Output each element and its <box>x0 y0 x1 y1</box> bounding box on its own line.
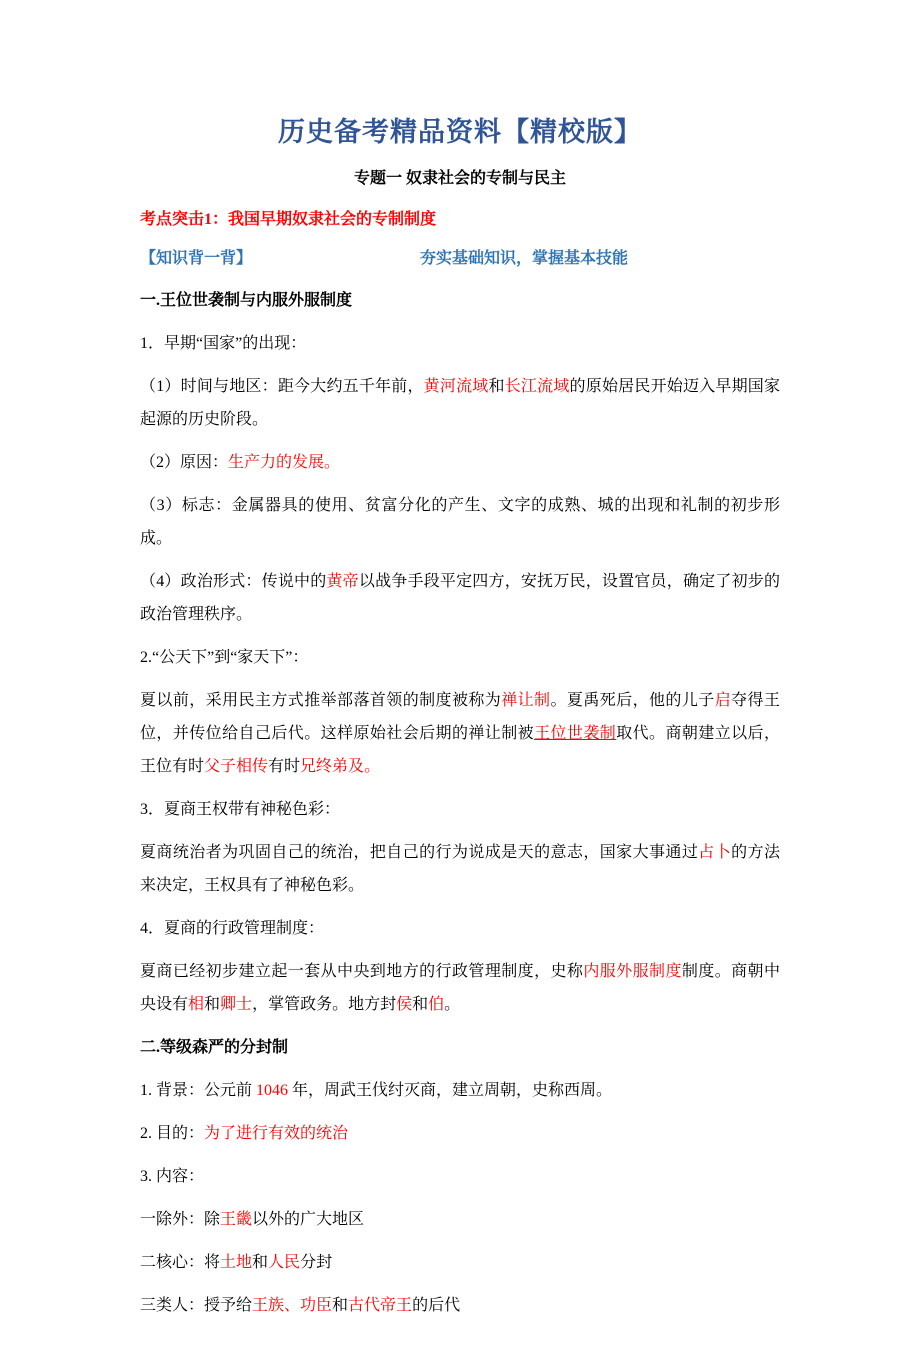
content-paragraph <box>140 793 780 826</box>
highlighted-term: 启 <box>714 692 732 709</box>
text-run: 1. 背景：公元前 <box>140 1082 257 1099</box>
highlighted-term: 王位世袭制 <box>534 725 617 742</box>
document-subtitle: 专题一 奴隶社会的专制与民主 <box>353 170 566 187</box>
content-paragraph <box>140 565 780 631</box>
text-run: 和 <box>488 378 505 395</box>
knowledge-label: 【知识背一背】 <box>140 250 253 267</box>
highlighted-term: 古代帝王 <box>348 1297 413 1314</box>
text-run: 制度。商朝中央设有 <box>140 963 780 1013</box>
text-run: 夺得王位，并传位给自己后代。这样原始社会后期的禅让制被 <box>140 692 780 742</box>
text-run: 夏以前，采用民主方式推举部落首领的制度被称为 <box>140 692 502 709</box>
text-run: 4．夏商的行政管理制度： <box>140 920 325 937</box>
knowledge-section-header <box>140 245 780 268</box>
highlighted-term: 父子相传 <box>204 758 269 775</box>
highlighted-term: 生产力的发展。 <box>228 454 341 471</box>
highlighted-term: 黄河流域 <box>423 378 489 395</box>
text-run: （1）时间与地区：距今大约五千年前， <box>140 378 424 395</box>
content-paragraph <box>140 1160 780 1193</box>
highlighted-term: 内服外服制度 <box>583 963 682 980</box>
text-run: （3）标志：金属器具的使用、贫富分化的产生、文字的成熟、城的出现和礼制的初步形成。 <box>140 497 780 547</box>
knowledge-subtitle: 夯实基础知识，掌握基本技能 <box>420 250 629 267</box>
content-paragraph <box>140 446 780 479</box>
text-run: 年，周武王伐纣灭商，建立周朝，史称西周。 <box>288 1082 613 1099</box>
document-title: 历史备考精品资料【精校版】 <box>278 117 642 147</box>
text-run: （4）政治形式：传说中的 <box>140 573 327 590</box>
text-run: （2）原因： <box>140 454 229 471</box>
text-run: 2. 目的： <box>140 1125 205 1142</box>
text-run: 2.“公天下”到“家天下”： <box>140 649 309 666</box>
highlighted-term: 侯 <box>396 996 413 1013</box>
text-run: 二核心：将 <box>140 1254 221 1271</box>
content-paragraph <box>140 641 780 674</box>
highlighted-term: 黄帝 <box>326 573 359 590</box>
content-paragraph <box>140 912 780 945</box>
text-run: 夏商已经初步建立起一套从中央到地方的行政管理制度，史称 <box>140 963 584 980</box>
text-run: 一.王位世袭制与内服外服制度 <box>140 292 353 309</box>
text-run: 以战争手段平定四方，安抚万民，设置官员，确定了初步的政治管理秩序。 <box>140 573 780 623</box>
text-run: 3．夏商王权带有神秘色彩： <box>140 801 341 818</box>
content-paragraph <box>140 1203 780 1236</box>
content-paragraph <box>140 1117 780 1150</box>
text-run: 取代。商朝建立以后，王位有时 <box>140 725 780 775</box>
text-run: 的原始居民开始迈入早期国家起源的历史阶段。 <box>140 378 780 428</box>
text-run: 1．早期“国家”的出现： <box>140 335 307 352</box>
content-paragraph <box>140 1246 780 1279</box>
highlighted-term: 1046 <box>256 1082 289 1099</box>
highlighted-term: 长江流域 <box>504 378 570 395</box>
highlighted-term: 卿士 <box>220 996 253 1013</box>
content-paragraph <box>140 684 780 783</box>
text-run: 。 <box>444 996 461 1013</box>
content-paragraph <box>140 1074 780 1107</box>
highlighted-term: 王族、功臣 <box>252 1297 333 1314</box>
highlighted-term: 土地 <box>220 1254 253 1271</box>
highlighted-term: 为了进行有效的统治 <box>204 1125 349 1142</box>
text-run: 和 <box>332 1297 349 1314</box>
highlighted-term: 兄终弟及 <box>300 758 365 775</box>
document-body <box>140 284 780 1322</box>
text-run: 和 <box>412 996 429 1013</box>
text-run: 。夏禹死后，他的儿子 <box>550 692 715 709</box>
text-run: 和 <box>204 996 221 1013</box>
highlighted-term: 。 <box>364 758 381 775</box>
exam-point-heading: 考点突击1：我国早期奴隶社会的专制制度 <box>140 211 437 228</box>
text-run: 以外的广大地区 <box>252 1211 365 1228</box>
text-run: 有时 <box>268 758 301 775</box>
text-run: 一除外：除 <box>140 1211 221 1228</box>
text-run: 夏商统治者为巩固自己的统治，把自己的行为说成是天的意志，国家大事通过 <box>140 844 699 861</box>
text-run: 3. 内容： <box>140 1168 205 1185</box>
highlighted-term: 占卜 <box>698 844 732 861</box>
section-1-heading <box>140 284 780 317</box>
text-run: 和 <box>252 1254 269 1271</box>
highlighted-term: 人民 <box>268 1254 301 1271</box>
content-paragraph <box>140 370 780 436</box>
content-paragraph <box>140 489 780 555</box>
highlighted-term: 王畿 <box>220 1211 253 1228</box>
content-paragraph <box>140 836 780 902</box>
text-run: 的后代 <box>412 1297 461 1314</box>
section-2-heading <box>140 1031 780 1064</box>
text-run: 分封 <box>300 1254 333 1271</box>
content-paragraph <box>140 327 780 360</box>
content-paragraph <box>140 955 780 1021</box>
text-run: 三类人：授予给 <box>140 1297 253 1314</box>
highlighted-term: 相 <box>188 996 205 1013</box>
text-run: 二.等级森严的分封制 <box>140 1039 289 1056</box>
highlighted-term: 禅让制 <box>501 692 551 709</box>
content-paragraph <box>140 1289 780 1322</box>
text-run: 的方法来决定，王权具有了神秘色彩。 <box>140 844 780 894</box>
text-run: ，掌管政务。地方封 <box>252 996 397 1013</box>
highlighted-term: 伯 <box>428 996 445 1013</box>
